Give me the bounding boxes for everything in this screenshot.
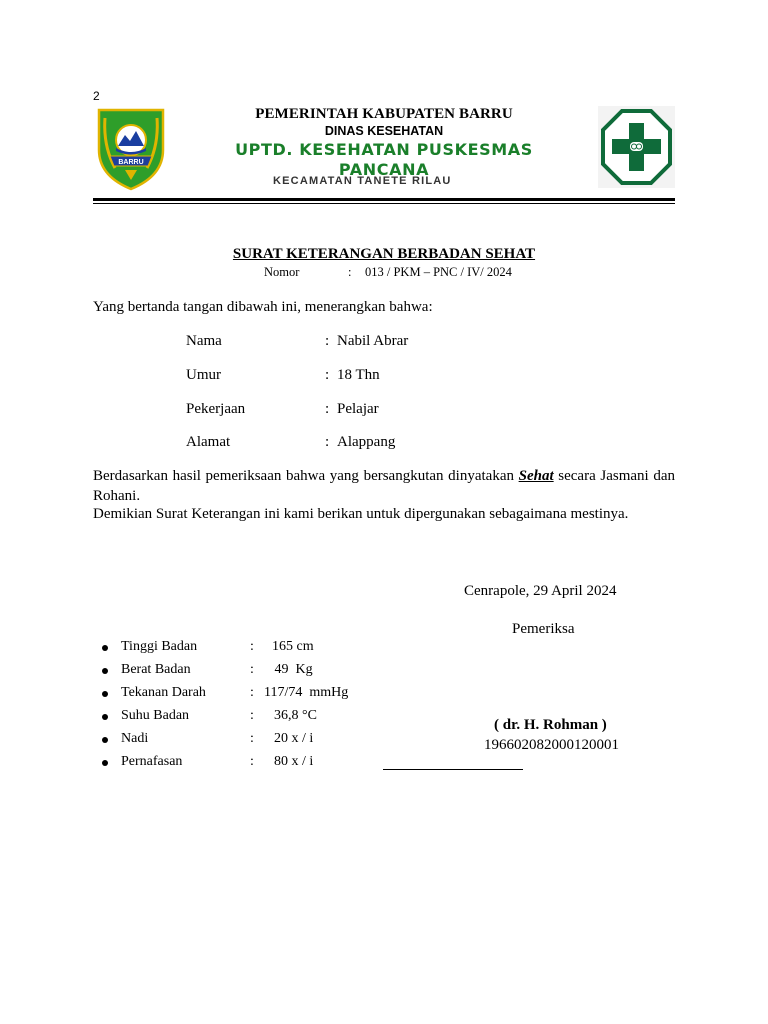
field-label-age: Umur [186, 367, 221, 383]
statement-text-end: secara Jasmani dan Rohani. [93, 468, 675, 504]
vital-colon: : [250, 708, 254, 723]
vital-label-height: Tinggi Badan [121, 639, 198, 654]
vital-colon: : [250, 685, 254, 700]
letterhead-rule-thick [93, 198, 675, 201]
field-colon: : [325, 401, 330, 417]
vital-colon: : [250, 754, 254, 769]
field-value-name: Nabil Abrar [337, 333, 409, 349]
vital-value-pulse: 20 x / i [274, 731, 314, 746]
vital-colon: : [250, 662, 254, 677]
letterhead-department: DINAS KESEHATAN [324, 124, 444, 138]
vital-value-blood-pressure: 117/74 mmHg [264, 685, 349, 700]
vital-colon: : [250, 639, 254, 654]
bullet-icon [102, 714, 108, 720]
nomor-value: 013 / PKM – PNC / IV/ 2024 [365, 265, 512, 279]
field-label-address: Alamat [186, 434, 231, 450]
statement-emphasis: Sehat [518, 468, 554, 484]
bullet-icon [102, 737, 108, 743]
examiner-role: Pemeriksa [512, 621, 575, 637]
field-value-age: 18 Thn [337, 367, 380, 383]
vital-label-blood-pressure: Tekanan Darah [121, 685, 206, 700]
field-label-name: Nama [186, 333, 222, 349]
bullet-icon [102, 668, 108, 674]
field-label-occupation: Pekerjaan [186, 401, 246, 417]
letterhead-rule-thin [93, 203, 675, 204]
bullet-icon [102, 691, 108, 697]
signature-line [383, 769, 523, 770]
intro-text: Yang bertanda tangan dibawah ini, menerangkan bahwa: [93, 299, 433, 315]
closing-text: Demikian Surat Keterangan ini kami berikan untuk dipergunakan sebagaimana mestinya. [93, 506, 629, 522]
vital-value-respiration: 80 x / i [274, 754, 314, 769]
field-value-occupation: Pelajar [337, 401, 379, 417]
bullet-icon [102, 645, 108, 651]
vital-value-height: 165 cm [272, 639, 314, 654]
vital-value-weight: 49 Kg [271, 662, 313, 677]
letterhead-health-center: UPTD. KESEHATAN PUSKESMAS PANCANA [235, 140, 533, 179]
vital-value-temperature: 36,8 °C [274, 708, 317, 723]
examiner-name: ( dr. H. Rohman ) [494, 717, 607, 733]
bullet-icon [102, 760, 108, 766]
vital-label-temperature: Suhu Badan [121, 708, 190, 723]
field-value-address: Alappang [337, 434, 396, 450]
vital-label-weight: Berat Badan [121, 662, 191, 677]
field-colon: : [325, 333, 330, 349]
field-colon: : [325, 367, 330, 383]
letterhead-clipped-line: KECAMATAN TANETE RILAU [273, 175, 452, 187]
document-title: SURAT KETERANGAN BERBADAN SEHAT [232, 246, 536, 262]
field-colon: : [325, 434, 330, 450]
page-number: 2 [93, 89, 100, 103]
vital-label-pulse: Nadi [121, 731, 149, 746]
place-date: Cenrapole, 29 April 2024 [464, 583, 617, 599]
nomor-label: Nomor [264, 265, 300, 279]
nomor-colon: : [348, 265, 352, 279]
vital-colon: : [250, 731, 254, 746]
examiner-nip: 196602082000120001 [484, 737, 619, 753]
statement-text: Berdasarkan hasil pemeriksaan bahwa yang bersangkutan dinyatakan [93, 468, 519, 484]
letterhead-government: PEMERINTAH KABUPATEN BARRU [255, 106, 513, 122]
vital-label-respiration: Pernafasan [121, 754, 183, 769]
statement-paragraph [93, 466, 675, 506]
logo-left-text: BARRU [118, 159, 144, 166]
